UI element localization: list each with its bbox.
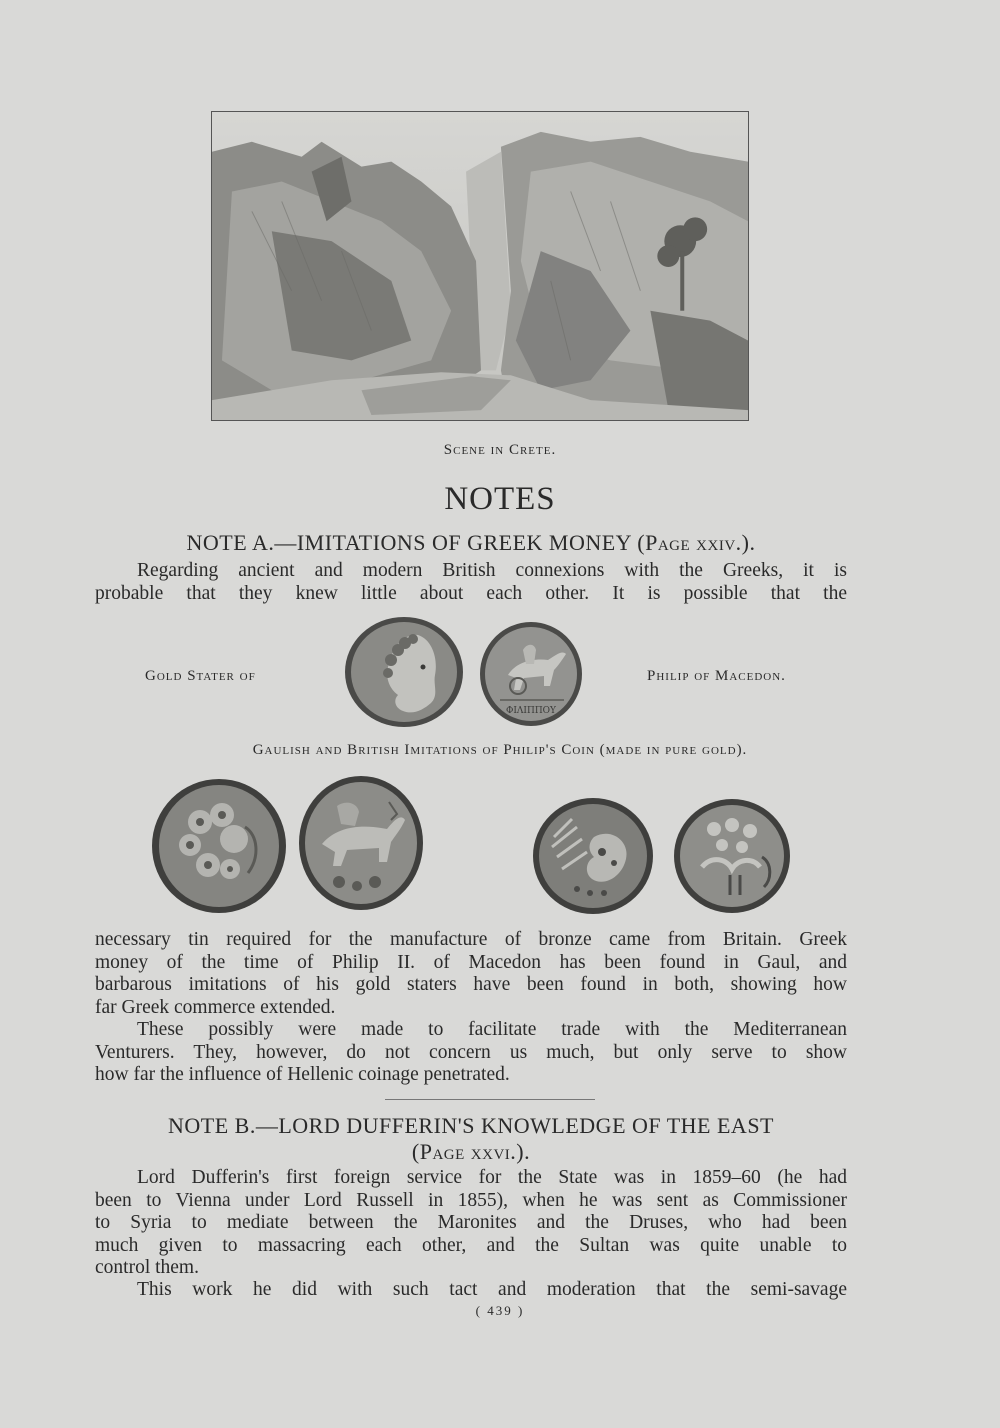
- text-line: Lord Dufferin's first foreign service for the State was in 1859–60 (he had: [137, 1167, 847, 1188]
- gaulish-imitation-reverse-coin: [297, 774, 425, 912]
- text-line: to Syria to mediate between the Maronites and the Druses, who had been: [95, 1212, 847, 1233]
- note-b-title-close: ).: [516, 1139, 531, 1164]
- text-line: much given to massacring each other, and the Sultan was quite unable to: [95, 1234, 847, 1256]
- text-line: necessary tin required for the manufacture of bronze came from Britain. Greek: [95, 929, 847, 950]
- page-number: ( 439 ): [475, 1303, 525, 1318]
- text-line: probable that they knew little about each other. It is possible that the: [95, 582, 847, 604]
- imitations-caption: Gaulish and British Imitations of Philip's Coin (made in pure gold).: [252, 742, 748, 758]
- section-divider: [385, 1099, 595, 1100]
- gaulish-imitation-obverse-coin: [150, 777, 288, 915]
- british-imitation-obverse-coin: [532, 797, 654, 915]
- note-a-title-page: Page xxiv.: [645, 530, 742, 555]
- text-line: control them.: [95, 1257, 199, 1278]
- note-a-title-main: NOTE A.—IMITATIONS OF GREEK MONEY (: [186, 530, 646, 555]
- plate-caption: Scene in Crete.: [443, 442, 557, 458]
- text-line: been to Vienna under Lord Russell in 1855), when he was sent as Commissioner: [95, 1189, 847, 1211]
- text-line: barbarous imitations of his gold staters have been found in both, showing how: [95, 974, 847, 995]
- text-line: This work he did with such tact and moderation that the semi-savage: [137, 1279, 847, 1300]
- note-b-title-open: (: [411, 1139, 420, 1164]
- coin-inscription: ΦΙΛΙΠΠΟΥ: [505, 706, 557, 716]
- note-b-title-line-2: [95, 1139, 847, 1165]
- text-line: Venturers. They, however, do not concern us much, but only serve to show: [95, 1041, 847, 1063]
- note-b-paragraph-1: [95, 1167, 847, 1280]
- text-line: how far the influence of Hellenic coinage penetrated.: [95, 1064, 510, 1085]
- scene-in-crete-illustration: [211, 111, 749, 421]
- note-a-paragraph-1: [95, 560, 847, 605]
- note-b-title: [95, 1113, 847, 1165]
- text-line: money of the time of Philip II. of Macedon has been found in Gaul, and: [95, 951, 847, 973]
- text-line: These possibly were made to facilitate trade with the Mediterranean: [137, 1019, 847, 1040]
- coin-label-left: Gold Stater of: [145, 668, 256, 684]
- note-b-title-page: Page xxvi.: [419, 1139, 517, 1164]
- philip-stater-reverse-coin: [478, 620, 584, 728]
- note-a-paragraph-3: [95, 1019, 847, 1087]
- note-b-title-line-1: NOTE B.—LORD DUFFERIN'S KNOWLEDGE OF THE EAST: [168, 1113, 774, 1138]
- note-a-paragraph-2: [95, 929, 847, 1019]
- text-line: far Greek commerce extended.: [95, 996, 336, 1018]
- note-a-title: [95, 530, 847, 556]
- coin-label-right: Philip of Macedon.: [647, 668, 786, 684]
- note-b-paragraph-2: [95, 1279, 847, 1302]
- british-imitation-reverse-coin: [672, 797, 792, 915]
- section-heading: NOTES: [444, 481, 556, 517]
- text-line: Regarding ancient and modern British connexions with the Greeks, it is: [137, 560, 847, 581]
- note-a-title-close: ).: [741, 530, 756, 555]
- philip-stater-obverse-coin: [343, 615, 465, 730]
